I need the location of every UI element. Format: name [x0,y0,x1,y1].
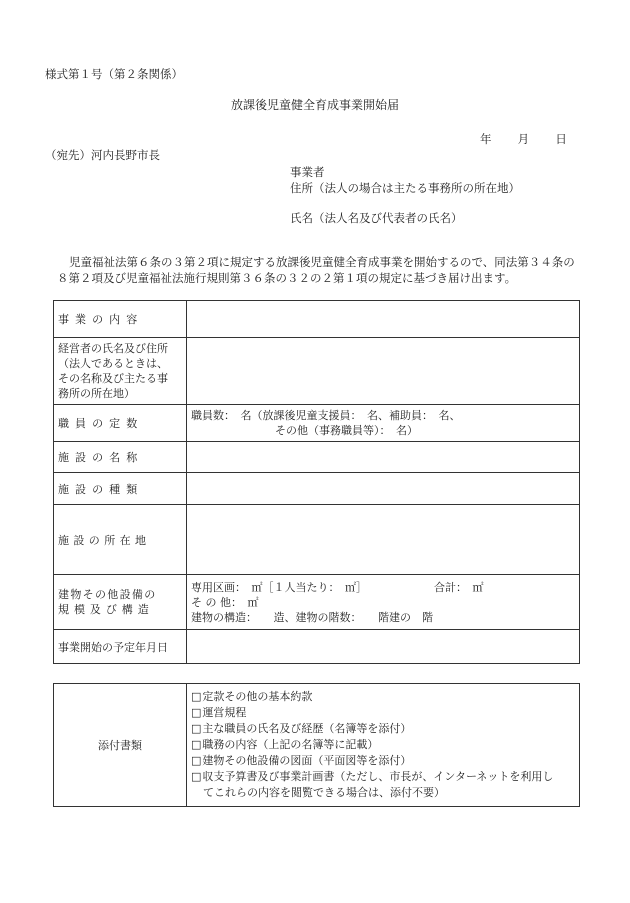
value-staff-count[interactable]: 職員数： 名（放課後児童支援員： 名、補助員： 名、 その他（事務職員等）： 名） [187,405,580,442]
attachment-item[interactable]: □建物その他設備の図面（平面図等を添付） [191,754,412,767]
checkbox-icon[interactable]: □ [191,770,202,783]
operator-label: 事業者 [290,165,325,179]
value-building-scale[interactable]: 専用区画： ㎡［１人当たり： ㎡］ 合計： ㎡ そ の 他： ㎡ 建物の構造： 造、建物の階数： 階建の 階 [187,575,580,630]
label-facility-type: 施設の種類 [54,473,187,505]
date-day: 日 [555,132,567,146]
label-manager-info: 経営者の氏名及び住所 （法人であるときは、 その名称及び主たる事 務所の所在地） [54,338,187,405]
attachment-item-continuation: てこれらの内容を閲覧できる場合は、添付不要） [203,786,445,799]
date-line [480,131,567,147]
label-facility-location: 施設の所在地 [54,505,187,575]
operator-address: 住所（法人の場合は主たる事務所の所在地） [290,181,520,195]
value-manager-info[interactable] [187,338,580,405]
checkbox-icon[interactable]: □ [191,738,202,751]
document-title: 放課後児童健全育成事業開始届 [230,98,399,112]
addressee: （宛先）河内長野市長 [45,148,160,162]
label-start-date: 事業開始の予定年月日 [54,630,187,664]
label-building-scale: 建物その他設備の 規模及び構造 [54,575,187,630]
form-number: 様式第１号（第２条関係） [45,67,183,81]
date-year: 年 [480,132,492,146]
checkbox-icon[interactable]: □ [191,690,202,703]
attachments-table [53,683,580,807]
attachment-item[interactable]: □運営規程 [191,706,247,719]
body-paragraph: 児童福祉法第６条の３第２項に規定する放課後児童健全育成事業を開始するので、同法第３４条の８第２項及び児童福祉法施行規則第３６条の３２の２第１項の規定に基づき届け出ます。 [57,255,575,285]
checkbox-icon[interactable]: □ [191,706,202,719]
attachment-item[interactable]: □職務の内容（上記の名簿等に記載） [191,738,379,751]
label-staff-count: 職員の定数 [54,405,187,442]
attachment-item[interactable]: □主な職員の氏名及び経歴（名簿等を添付） [191,722,412,735]
value-start-date[interactable] [187,630,580,664]
attachment-item[interactable]: □定款その他の基本約款 [191,690,313,703]
checkbox-icon[interactable]: □ [191,754,202,767]
attachments-list [187,684,580,807]
value-facility-location[interactable] [187,505,580,575]
main-form-table [53,300,580,664]
value-facility-type[interactable] [187,473,580,505]
label-business-content: 事業の内容 [54,301,187,338]
operator-block [290,164,520,196]
checkbox-icon[interactable]: □ [191,722,202,735]
label-facility-name: 施設の名称 [54,442,187,473]
value-facility-name[interactable] [187,442,580,473]
attachment-item[interactable]: □収支予算書及び事業計画書（ただし、市長が、インターネットを利用し [191,770,554,783]
attachments-label: 添付書類 [54,684,187,807]
date-month: 月 [517,132,530,146]
value-business-content[interactable] [187,301,580,338]
operator-name: 氏名（法人名及び代表者の氏名） [290,211,463,225]
